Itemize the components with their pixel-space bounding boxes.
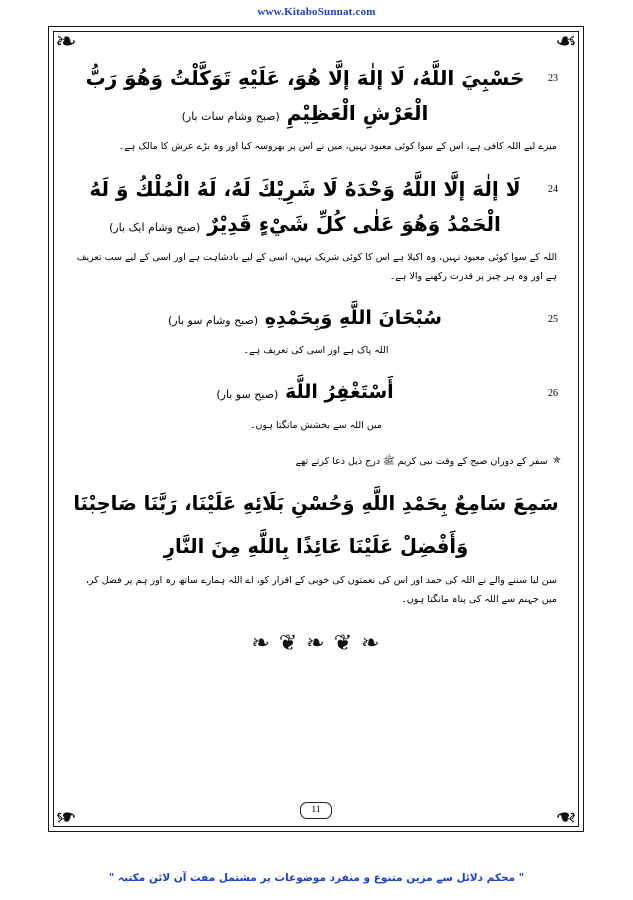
dhikr-arabic-row [71,376,561,409]
page-content [71,61,561,785]
entry-repeat-count: (صبح وشام ایک بار) [109,221,201,234]
entry-urdu-translation: اللہ کے سوا کوئی معبود نہیں، وہ اکیلا ہے اس کا کوئی شریک نہیں، اسی کے لیے بادشاہت ہے اور اسی کے لیے سب تعریف ہے اور وہ ہر چیز پر قدرت رکھنے والا ہے۔ [76,252,557,282]
dhikr-arabic-row [71,302,561,335]
entry-urdu-translation: میرے لیے اللہ کافی ہے، اس کے سوا کوئی معبود نہیں، میں نے اس پر بھروسہ کیا اور وہ بڑے عرش کا مالک ہے۔ [118,141,557,152]
page-border-frame [48,26,584,832]
site-tagline-footer: " محکم دلائل سے مزین متنوع و منفرد موضوعات پر مشتمل مفت آن لائن مکتبہ " [108,872,525,884]
arabic-body: حَسْبِيَ اللَّهُ، لَا إلٰهَ إلَّا هُوَ، عَلَيْهِ تَوَكَّلْتُ وَهُوَ رَبُّ الْعَرْشِ الْعَظِيْمِ [85,66,525,125]
star-icon: ✯ [552,454,561,466]
ornament-corner-icon: ❧ [555,27,577,57]
entry-arabic-text [71,302,539,335]
dhikr-entry [71,172,561,286]
final-dua-line-1: سَمِعَ سَامِعٌ بِحَمْدِ اللَّهِ وَحُسْنِ بَلَائِهِ عَلَيْنَا، رَبَّنَا صَاحِبْنَا [73,491,559,515]
ornament-corner-icon: ❧ [55,801,77,831]
dhikr-arabic-row [71,61,561,131]
entry-repeat-count: (صبح وشام سو بار) [168,314,259,327]
page-number: 11 [300,802,332,819]
entry-repeat-count: (صبح سو بار) [216,388,279,402]
entry-arabic-text [71,172,539,242]
final-dua-entry [71,485,561,609]
final-dua-line-2: وَأَفْضِلْ عَلَيْنَا عَائِذًا بِاللَّهِ مِنَ النَّارِ [163,534,469,558]
dhikr-entry [71,302,561,360]
dhikr-entry [71,376,561,434]
ornament-corner-icon: ❧ [55,27,77,57]
site-watermark-top: www.KitaboSunnat.com [257,6,376,18]
ornament-flourish-icon: ❧ ❦ ❧ ❦ ❧ [251,630,381,656]
arabic-body: سُبْحَانَ اللَّهِ وَبِحَمْدِهِ [264,307,442,329]
entry-number: 26 [548,388,558,400]
dhikr-entry [71,61,561,156]
entry-arabic-text [71,61,539,131]
entry-urdu-translation: میں اللہ سے بخشش مانگتا ہوں۔ [249,419,383,431]
entry-number: 23 [548,73,558,84]
ornament-corner-icon: ❧ [555,801,577,831]
arabic-body: أَسْتَغْفِرُ اللَّهَ [284,381,394,404]
entry-urdu-translation: اللہ پاک ہے اور اسی کی تعریف ہے۔ [243,345,389,357]
entry-repeat-count: (صبح وشام سات بار) [181,110,280,123]
travel-dua-note [71,453,561,471]
arabic-body: لَا إلٰهَ إلَّا اللَّهُ وَحْدَهُ لَا شَرِيْكَ لَهُ، لَهُ الْمُلْكُ وَ لَهُ الْحَمْدُ وَهُوَ عَلٰى كُلِّ شَيْءٍ قَدِيْرٌ [89,177,521,236]
entry-number: 25 [548,314,558,325]
final-dua-urdu-translation: سن لیا سننے والے نے اللہ کی حمد اور اس کی نعمتوں کی خوبی کے اقرار کو، اے اللہ ہمارے ساتھ رہ اور ہم پر فضل کر، میں جہنم سے اللہ کی پناہ مانگتا ہوں۔ [85,574,557,605]
note-text: سفر کے دوران صبح کے وقت نبی کریم ﷺ درج ذیل دعا کرتے تھے [295,455,548,467]
entry-number: 24 [548,184,558,195]
dhikr-arabic-row [71,172,561,242]
entry-arabic-text [71,376,539,409]
